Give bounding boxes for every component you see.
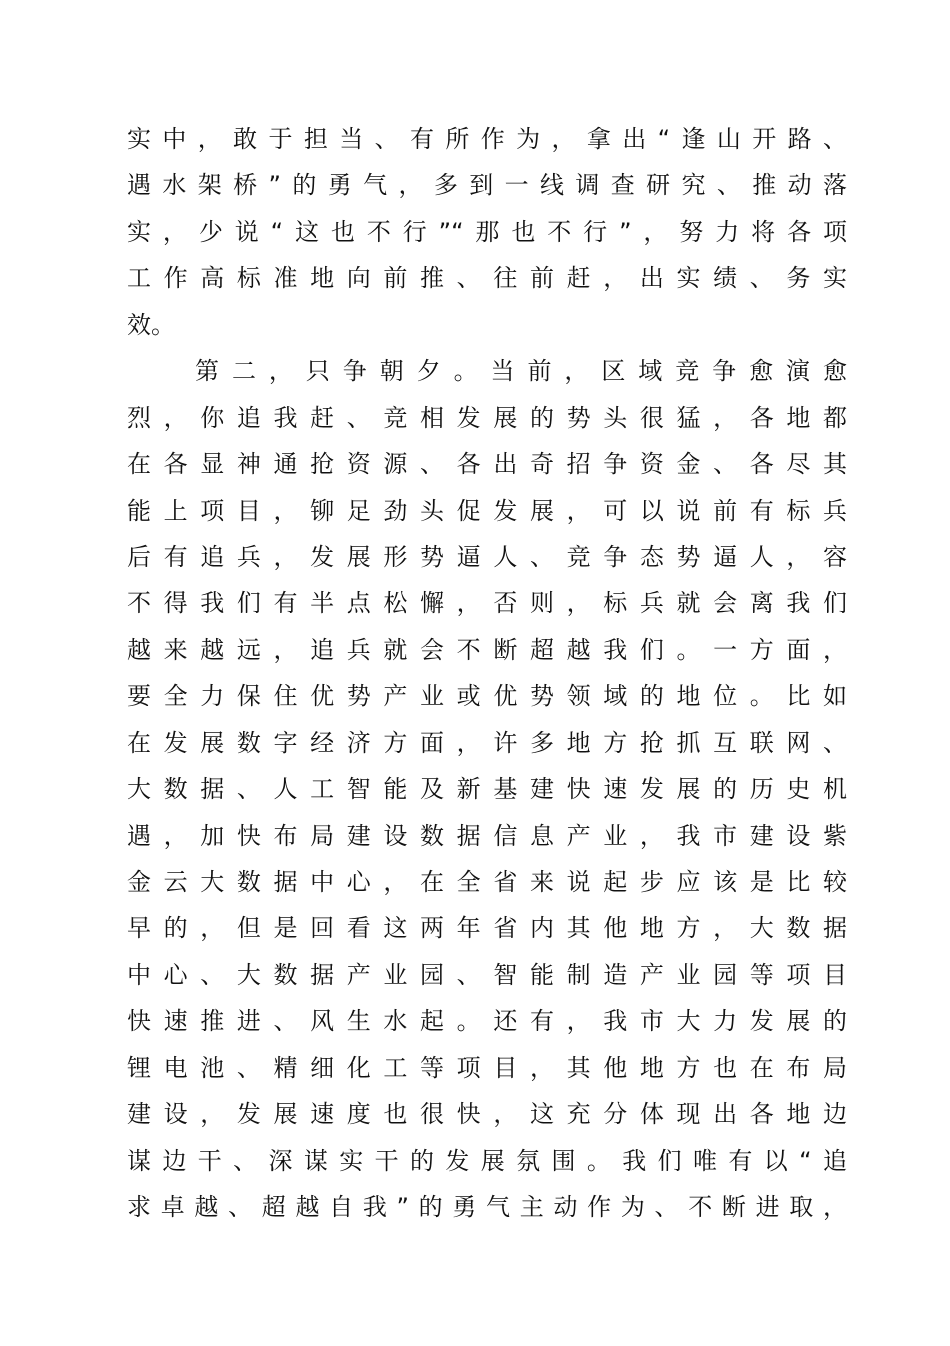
- text-line-23: 谋边干、深谋实干的发展氛围。我们唯有以“追: [127, 1146, 847, 1175]
- text-line-5: 效。: [127, 310, 175, 339]
- text-line-20: 快速推进、风生水起。还有，我市大力发展的: [127, 1007, 847, 1036]
- text-line-1: 实中，敢于担当、有所作为，拿出“逢山开路、: [127, 125, 847, 153]
- text-line-2: 遇水架桥”的勇气，多到一线调查研究、推动落: [127, 171, 847, 200]
- text-line-10: 后有追兵，发展形势逼人、竞争态势逼人，容: [127, 542, 847, 571]
- paragraph-2-first-line: 第二，只争朝夕。当前，区域竞争愈演愈: [195, 357, 847, 386]
- text-line-17: 金云大数据中心，在全省来说起步应该是比较: [127, 868, 847, 896]
- text-line-22: 建设，发展速度也很快，这充分体现出各地边: [127, 1100, 847, 1129]
- text-line-13: 要全力保住优势产业或优势领域的地位。比如: [127, 682, 847, 711]
- text-line-11: 不得我们有半点松懈，否则，标兵就会离我们: [127, 589, 847, 618]
- body-text: [127, 116, 847, 1231]
- text-line-21: 锂电池、精细化工等项目，其他地方也在布局: [127, 1053, 847, 1082]
- text-line-24: 求卓越、超越自我”的勇气主动作为、不断进取，: [127, 1193, 847, 1222]
- text-line-18: 早的，但是回看这两年省内其他地方，大数据: [127, 914, 847, 943]
- text-line-14: 在发展数字经济方面，许多地方抢抓互联网、: [127, 728, 847, 757]
- text-line-4: 工作高标准地向前推、往前赶，出实绩、务实: [127, 264, 847, 293]
- text-line-9: 能上项目，铆足劲头促发展，可以说前有标兵: [127, 496, 847, 525]
- text-line-12: 越来越远，追兵就会不断超越我们。一方面，: [127, 635, 847, 664]
- text-line-16: 遇，加快布局建设数据信息产业，我市建设紫: [127, 821, 847, 850]
- text-line-15: 大数据、人工智能及新基建快速发展的历史机: [127, 775, 847, 804]
- text-line-8: 在各显神通抢资源、各出奇招争资金、各尽其: [127, 450, 847, 479]
- text-line-3: 实，少说“这也不行”“那也不行”，努力将各项: [127, 217, 847, 246]
- text-line-19: 中心、大数据产业园、智能制造产业园等项目: [127, 960, 847, 989]
- text-line-7: 烈，你追我赶、竞相发展的势头很猛，各地都: [127, 403, 847, 432]
